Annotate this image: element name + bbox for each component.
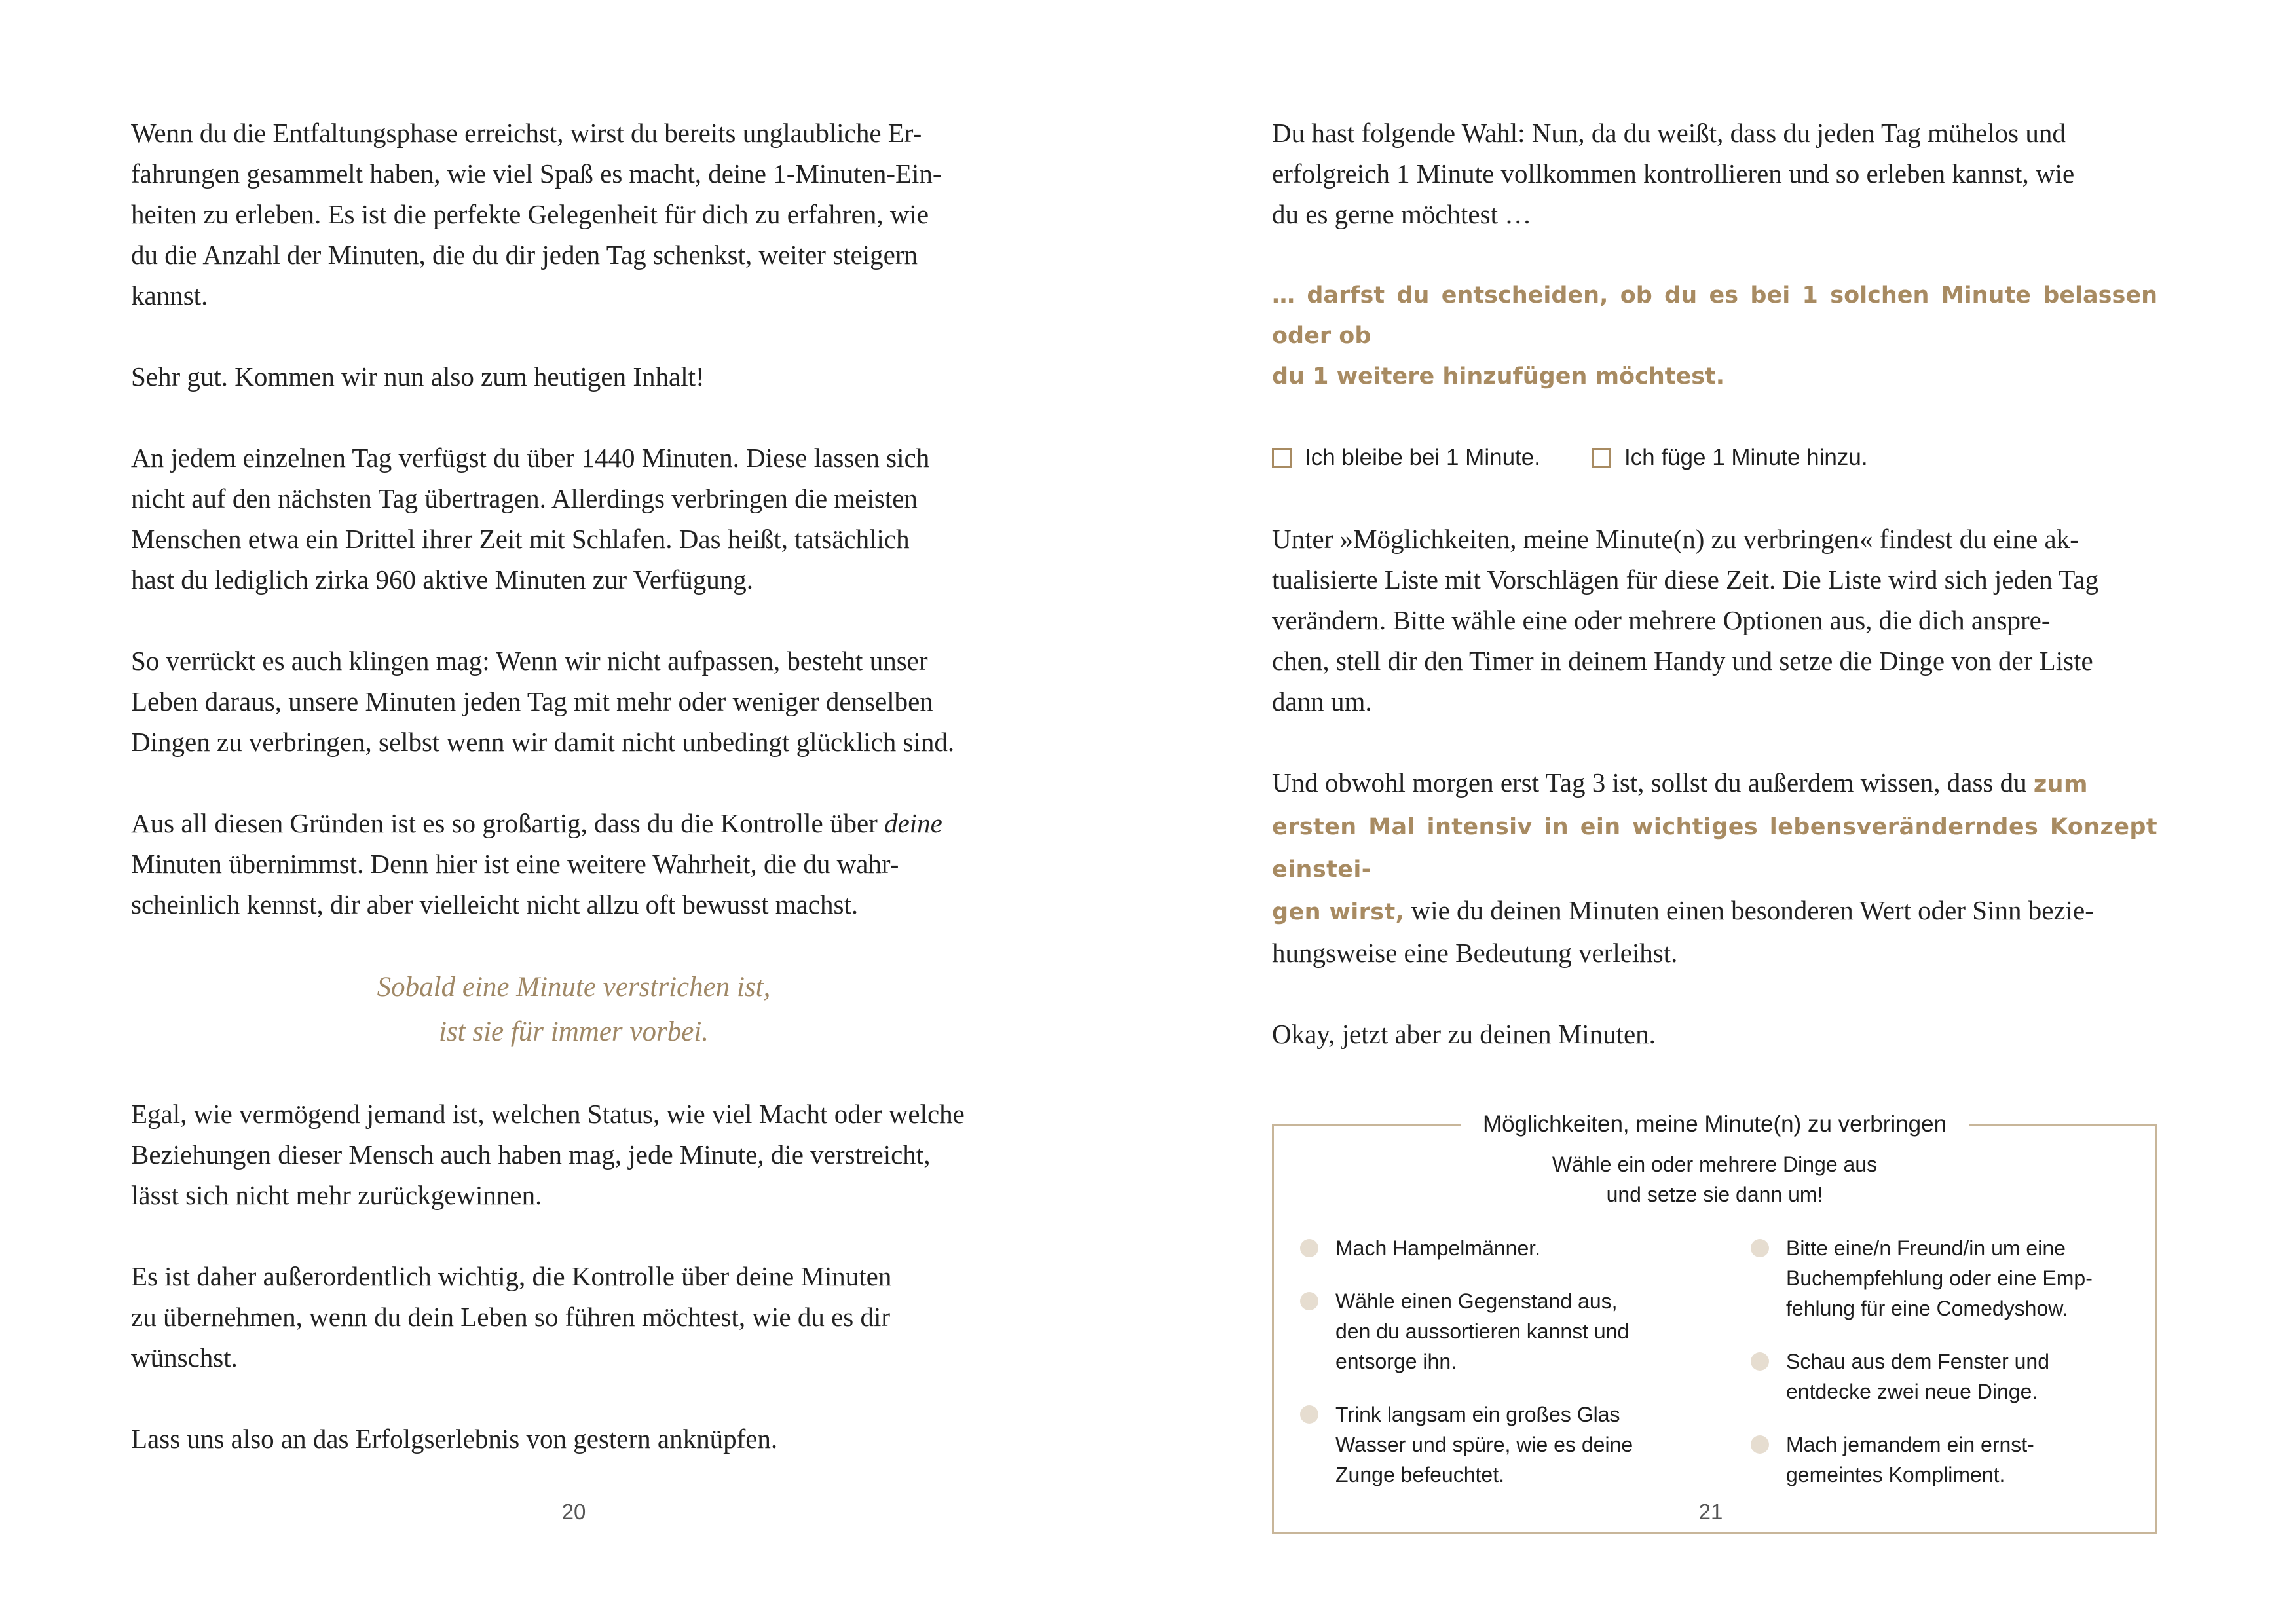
page-number-right: 21	[1698, 1500, 1723, 1524]
choice-checkboxes	[1272, 437, 2157, 478]
paragraph-3: An jedem einzelnen Tag verfügst du über 1440 Minuten. Diese lassen sich nicht auf den nächsten Tag übertragen. Allerdings verbringen die meisten Menschen etwa ein Drittel ihrer Zeit mit Schlafen. Das heißt, tatsächlich hast du lediglich zirka 960 aktive Minuten zur Verfügung.	[131, 443, 930, 595]
checkbox-square-icon[interactable]	[1592, 448, 1611, 468]
paragraph-6: Egal, wie vermögend jemand ist, welchen Status, wie viel Macht oder welche Beziehungen dieser Mensch auch haben mag, jede Minute, die verstreicht, lässt sich nicht mehr zurückgewinnen.	[131, 1099, 965, 1210]
options-box-subtitle: Wähle ein oder mehrere Dinge aus und setze sie dann um!	[1552, 1153, 1878, 1206]
paragraph-list-intro: Unter »Möglichkeiten, meine Minute(n) zu verbringen« findest du eine ak- tualisierte Liste mit Vorschlägen für diese Zeit. Die Liste wird sich jeden Tag verändern. Bitte wähle eine oder mehrere Optionen aus, die dich anspre- chen, stell dir den Timer in deinem Handy und setze die Dinge von der Liste dann um.	[1272, 524, 2099, 716]
highlight-decision: … darfst du entscheiden, ob du es bei 1 solchen Minute belassen oder ob du 1 weitere hinzufügen möchtest.	[1272, 282, 2157, 390]
paragraph-choice: Du hast folgende Wahl: Nun, da du weißt, dass du jeden Tag mühelos und erfolgreich 1 Minute vollkommen kontrollieren und so erleben kannst, wie du es gerne möchtest …	[1272, 118, 2075, 229]
list-item: Bitte eine/n Freund/in um eine Buchempfehlung oder eine Emp- fehlung für eine Comedyshow.	[1751, 1233, 2131, 1323]
bullet-dot-icon	[1300, 1405, 1318, 1424]
list-item: Mach Hampelmänner.	[1300, 1233, 1693, 1263]
paragraph-1: Wenn du die Entfaltungsphase erreichst, wirst du bereits unglaubliche Er- fahrungen gesammelt haben, wie viel Spaß es macht, deine 1-Minuten-Ein- heiten zu erleben. Es ist die perfekte Gelegenheit für dich zu erfahren, wie du die Anzahl der Minuten, die du dir jeden Tag schenkst, weiter steigern kannst.	[131, 118, 942, 310]
checkbox-label: Ich füge 1 Minute hinzu.	[1624, 445, 1868, 470]
bullet-dot-icon	[1751, 1352, 1769, 1371]
checkbox-label: Ich bleibe bei 1 Minute.	[1305, 445, 1540, 470]
bullet-dot-icon	[1751, 1435, 1769, 1454]
list-item: Mach jemandem ein ernst- gemeintes Kompliment.	[1751, 1430, 2131, 1490]
bullet-dot-icon	[1751, 1239, 1769, 1257]
paragraph-2: Sehr gut. Kommen wir nun also zum heutigen Inhalt!	[131, 361, 705, 392]
list-item: Schau aus dem Fenster und entdecke zwei neue Dinge.	[1751, 1346, 2131, 1407]
checkbox-add-1-minute[interactable]	[1592, 445, 1868, 471]
paragraph-8: Lass uns also an das Erfolgserlebnis von gestern anknüpfen.	[131, 1424, 778, 1454]
page-number-left: 20	[561, 1500, 586, 1524]
paragraph-okay: Okay, jetzt aber zu deinen Minuten.	[1272, 1019, 1656, 1049]
emphasis-deine: deine	[884, 808, 942, 838]
bullet-dot-icon	[1300, 1292, 1318, 1310]
paragraph-5: Aus all diesen Gründen ist es so großartig, dass du die Kontrolle über deine Minuten übernimmst. Denn hier ist eine weitere Wahrheit, die du wahr- scheinlich kennst, dir aber vielleicht nicht allzu oft bewusst machst.	[131, 808, 942, 919]
checkbox-stay-1-minute[interactable]	[1272, 445, 1540, 471]
options-list-right	[1751, 1233, 2131, 1513]
options-box	[1272, 1111, 2157, 1534]
list-item: Wähle einen Gegenstand aus, den du aussortieren kannst und entsorge ihn.	[1300, 1286, 1693, 1376]
paragraph-tag-3: Und obwohl morgen erst Tag 3 ist, sollst du außerdem wissen, dass du zum ersten Mal intensiv in ein wichtiges lebensveränderndes Konzept einstei- gen wirst, wie du deinen Minuten einen besonderen Wert oder Sinn bezie- hungsweise eine Bedeutung verleihst.	[1272, 767, 2157, 968]
bullet-dot-icon	[1300, 1239, 1318, 1257]
paragraph-7: Es ist daher außerordentlich wichtig, die Kontrolle über deine Minuten zu übernehmen, wenn du dein Leben so führen möchtest, wie du es dir wünschst.	[131, 1261, 892, 1373]
options-box-title: Möglichkeiten, meine Minute(n) zu verbringen	[1274, 1110, 2155, 1139]
pull-quote: Sobald eine Minute verstrichen ist, ist sie für immer vorbei.	[377, 972, 771, 1047]
options-list-left	[1300, 1233, 1693, 1513]
paragraph-4: So verrückt es auch klingen mag: Wenn wir nicht aufpassen, besteht unser Leben daraus, unsere Minuten jeden Tag mit mehr oder weniger denselben Dingen zu verbringen, selbst wenn wir damit nicht unbedingt glücklich sind.	[131, 646, 955, 757]
left-text-column	[131, 113, 1016, 1459]
right-page	[1137, 0, 2274, 1624]
checkbox-square-icon[interactable]	[1272, 448, 1292, 468]
right-text-column	[1272, 113, 2157, 1534]
list-item: Trink langsam ein großes Glas Wasser und spüre, wie es deine Zunge befeuchtet.	[1300, 1399, 1693, 1490]
